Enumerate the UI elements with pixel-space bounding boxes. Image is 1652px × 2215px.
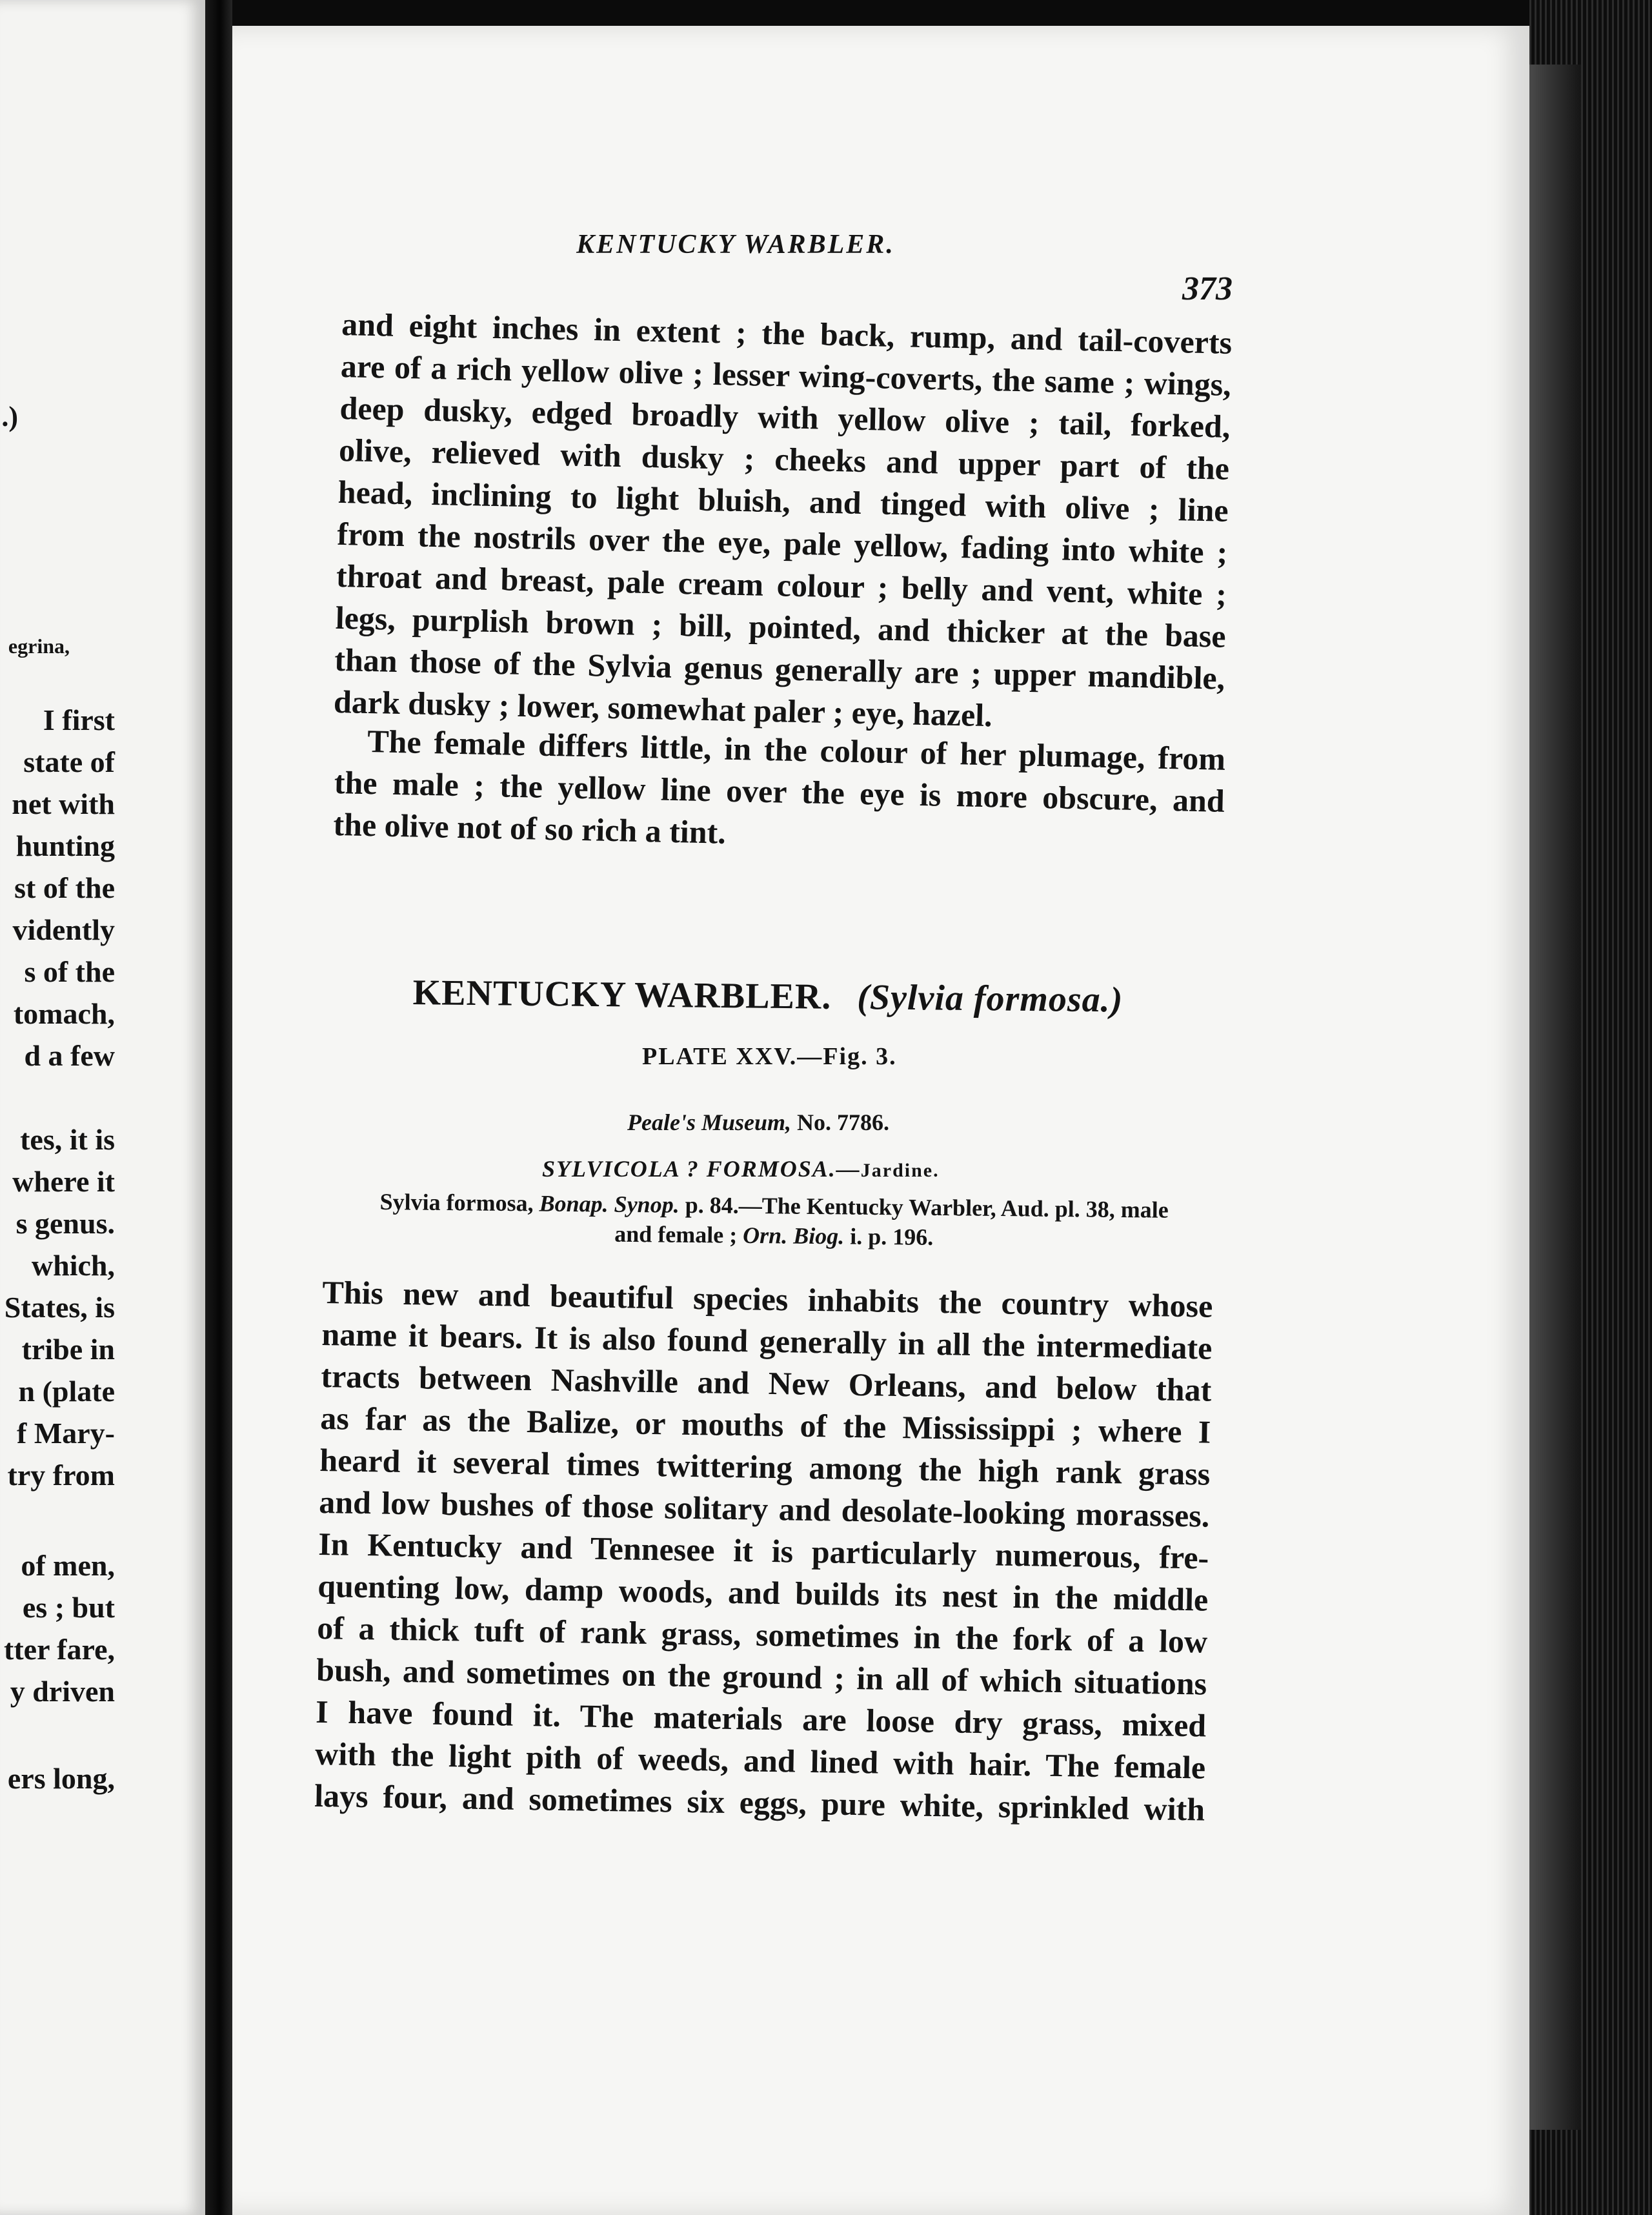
text-line: throat and breast, pale cream colour ; belly and vent, white ;	[336, 557, 1227, 612]
museum-reference	[627, 1109, 889, 1136]
museum-name: Peale's Museum,	[627, 1109, 792, 1135]
left-line: d a few	[24, 1039, 115, 1072]
left-line: s genus.	[15, 1207, 115, 1240]
ref-text: Sylvia formosa,	[379, 1188, 534, 1217]
text-line: lays four, and sometimes six eggs, pure white, sprinkled with	[314, 1777, 1205, 1828]
left-line: tter fare,	[4, 1633, 115, 1666]
left-line: try from	[7, 1459, 115, 1492]
left-line: where it	[12, 1165, 115, 1198]
facing-page	[0, 0, 205, 2215]
description-paragraph	[333, 303, 1232, 742]
body-paragraph	[314, 1271, 1213, 1831]
left-line: st of the	[14, 871, 115, 904]
text-line: olive, relieved with dusky ; cheeks and upper part of the	[338, 431, 1230, 487]
text-line: dark dusky ; lower, somewhat paler ; eye, hazel.	[333, 683, 993, 734]
synonym-name: SYLVICOLA ? FORMOSA.—	[542, 1156, 861, 1182]
text-line: and eight inches in extent ; the back, rump, and tail-coverts	[341, 305, 1233, 361]
left-line: y driven	[10, 1675, 115, 1708]
text-line: from the nostrils over the eye, pale yellow, fading into white ;	[336, 515, 1228, 571]
left-line: tomach,	[13, 997, 115, 1030]
left-line: .)	[1, 401, 18, 432]
left-line: f Mary-	[17, 1417, 115, 1450]
ref-text: Orn. Biog.	[742, 1222, 845, 1249]
text-line: tracts between Nashville and New Orleans, and below that	[321, 1357, 1212, 1408]
text-line: In Kentucky and Tennesee it is particularly numerous, fre-	[317, 1525, 1209, 1576]
text-line: quenting low, damp woods, and builds its nest in the middle	[317, 1567, 1209, 1618]
left-line: States, is	[4, 1291, 115, 1324]
left-line: es ; but	[22, 1591, 115, 1624]
museum-number: No. 7786.	[797, 1109, 890, 1135]
text-line: name it bears. It is also found generally in all the intermediate	[321, 1315, 1213, 1366]
left-line: of men,	[21, 1549, 115, 1582]
left-line: s of the	[24, 955, 115, 988]
text-line: are of a rich yellow olive ; lesser wing-coverts, the same ; wings,	[340, 347, 1232, 403]
left-line: tes, it is	[20, 1123, 115, 1156]
left-line: ers long,	[7, 1762, 115, 1795]
left-line: hunting	[15, 829, 115, 862]
left-line: which,	[31, 1249, 115, 1282]
left-line: I first	[43, 703, 115, 736]
ref-text: i. p. 196.	[850, 1223, 934, 1250]
text-line: the olive not of so rich a tint.	[333, 805, 727, 851]
page-number: 373	[1182, 270, 1233, 307]
synonym-author: Jardine.	[860, 1160, 940, 1181]
text-line: The female differs little, in the colour of her plumage, from	[367, 723, 1226, 777]
section-title	[412, 972, 1213, 1022]
text-line: with the light pith of weeds, and lined with hair. The female	[314, 1735, 1206, 1786]
text-line: as far as the Balize, or mouths of the Mississippi ; where I	[319, 1399, 1211, 1450]
female-paragraph	[333, 720, 1226, 864]
left-line: net with	[12, 787, 115, 820]
text-line: deep dusky, edged broadly with yellow olive ; tail, forked,	[339, 389, 1231, 445]
text-line: heard it several times twittering among the high rank grass	[319, 1441, 1211, 1492]
text-line: This new and beautiful species inhabits the country whose	[322, 1273, 1213, 1324]
section-title-text: KENTUCKY WARBLER.	[412, 973, 832, 1017]
text-line: the male ; the yellow line over the eye is more obscure, and	[334, 764, 1225, 819]
ref-text: and female ;	[614, 1220, 738, 1248]
text-line: legs, purplish brown ; bill, pointed, and thicker at the base	[335, 599, 1227, 654]
left-line: n (plate	[18, 1375, 115, 1408]
section-latin-name: (Sylvia formosa.)	[856, 977, 1123, 1020]
synonym-line	[542, 1155, 940, 1182]
bibliographic-references	[322, 1186, 1226, 1255]
page-edge-shadow	[1529, 65, 1581, 2130]
text-line: bush, and sometimes on the ground ; in all of which situations	[316, 1651, 1207, 1702]
text-line: than those of the Sylvia genus generally are ; upper mandible,	[334, 641, 1225, 696]
left-line: state of	[23, 745, 115, 778]
left-line: tribe in	[21, 1333, 115, 1366]
book-gutter	[205, 0, 232, 2215]
text-line: head, inclining to light bluish, and tinged with olive ; line	[337, 473, 1229, 529]
text-line: and low bushes of those solitary and desolate-looking morasses.	[318, 1483, 1210, 1534]
left-line: vidently	[12, 913, 115, 946]
text-line: of a thick tuft of rank grass, sometimes in the fork of a low	[316, 1609, 1208, 1660]
running-head: KENTUCKY WARBLER.	[576, 230, 895, 259]
ref-text: Bonap. Synop.	[539, 1190, 680, 1218]
plate-reference: PLATE XXV.—Fig. 3.	[642, 1043, 897, 1070]
left-line: egrina,	[8, 634, 70, 658]
ref-text: p. 84.—The Kentucky Warbler, Aud. pl. 38, male	[685, 1191, 1169, 1223]
page-edges	[1529, 0, 1652, 2215]
text-line: I have found it. The materials are loose dry grass, mixed	[315, 1693, 1207, 1744]
